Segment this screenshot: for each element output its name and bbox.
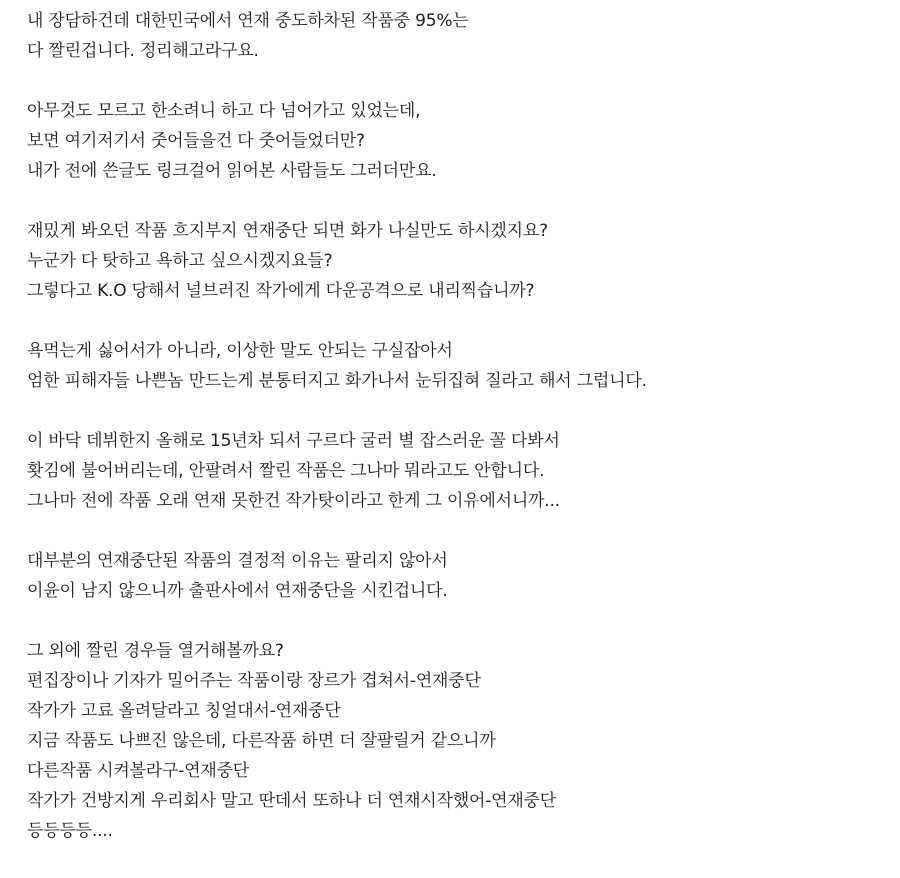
- article-body: [27, 6, 887, 846]
- text-line: 내가 전에 쓴글도 링크걸어 읽어본 사람들도 그러더만요.: [27, 161, 437, 181]
- text-line: 다 짤린겁니다. 정리해고라구요.: [27, 41, 259, 61]
- text-line: 대부분의 연재중단된 작품의 결정적 이유는 팔리지 않아서: [27, 551, 448, 571]
- text-line: 그나마 전에 작품 오래 연재 못한건 작가탓이라고 한게 그 이유에서니까...: [27, 491, 560, 511]
- paragraph-gap: [27, 306, 887, 336]
- paragraph-gap: [27, 606, 887, 636]
- text-line: 그렇다고 K.O 당해서 널브러진 작가에게 다운공격으로 내리찍습니까?: [27, 281, 535, 301]
- text-line: 엄한 피해자들 나쁜놈 만드는게 분통터지고 화가나서 눈뒤집혀 질라고 해서 그럽니다.: [27, 371, 647, 391]
- text-line: 작가가 건방지게 우리회사 말고 딴데서 또하나 더 연재시작했어-연재중단: [27, 791, 557, 811]
- text-line: 이윤이 남지 않으니까 출판사에서 연재중단을 시킨겁니다.: [27, 581, 448, 601]
- text-line: 누군가 다 탓하고 욕하고 싶으시겠지요들?: [27, 251, 333, 271]
- text-line: 등등등등....: [27, 821, 113, 841]
- text-line: 욕먹는게 싫어서가 아니라, 이상한 말도 안되는 구실잡아서: [27, 341, 453, 361]
- paragraph-gap: [27, 396, 887, 426]
- paragraph-gap: [27, 186, 887, 216]
- text-line: 보면 여기저기서 줏어들을건 다 줏어들었더만?: [27, 131, 365, 151]
- text-line: 지금 작품도 나쁘진 않은데, 다른작품 하면 더 잘팔릴거 같으니까: [27, 731, 496, 751]
- text-line: 아무것도 모르고 한소려니 하고 다 넘어가고 있었는데,: [27, 101, 421, 121]
- text-line: 다른작품 시켜볼라구-연재중단: [27, 761, 250, 781]
- paragraph-gap: [27, 516, 887, 546]
- text-line: 홧김에 불어버리는데, 안팔려서 짤린 작품은 그나마 뭐라고도 안합니다.: [27, 461, 545, 481]
- text-line: 내 장담하건데 대한민국에서 연재 중도하차된 작품중 95%는: [27, 11, 469, 31]
- text-line: 그 외에 짤린 경우들 열거해볼까요?: [27, 641, 284, 661]
- paragraph-gap: [27, 66, 887, 96]
- text-line: 재밌게 봐오던 작품 흐지부지 연재중단 되면 화가 나실만도 하시겠지요?: [27, 221, 548, 241]
- text-line: 작가가 고료 올려달라고 칭얼대서-연재중단: [27, 701, 341, 721]
- text-line: 이 바닥 데뷔한지 올해로 15년차 되서 구르다 굴러 별 잡스러운 꼴 다봐서: [27, 431, 560, 451]
- text-line: 편집장이나 기자가 밀어주는 작품이랑 장르가 겹쳐서-연재중단: [27, 671, 481, 691]
